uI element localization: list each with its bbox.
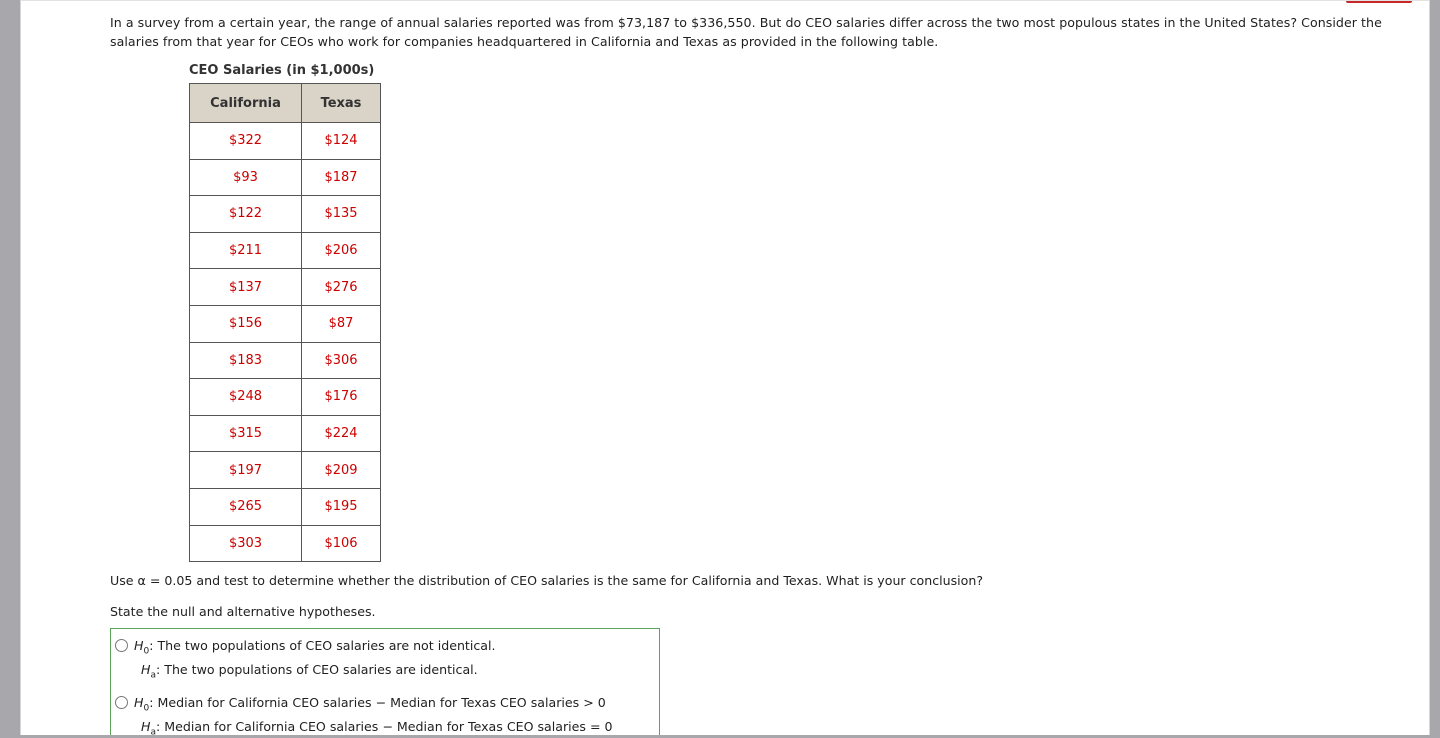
salary-cell-texas: $176 [302,379,381,416]
salary-cell-california: $315 [190,415,302,452]
option-1[interactable] [115,638,496,657]
salary-cell-california: $248 [190,379,302,416]
table-row [190,123,381,160]
table-row [190,452,381,489]
option-2-radio[interactable] [115,696,128,709]
corner-tab [1346,1,1412,3]
ha-subscript: a [150,670,156,681]
table-row [190,305,381,342]
test-prompt: Use α = 0.05 and test to determine whether the distribution of CEO salaries is the same for California and Texas. What is your conclusion? [110,573,984,588]
h0-subscript: 0 [143,703,150,714]
option-2-ha-text: : Median for California CEO salaries − Median for Texas CEO salaries = 0 [156,719,613,734]
salary-cell-california: $183 [190,342,302,379]
salary-cell-california: $156 [190,305,302,342]
salary-cell-texas: $87 [302,305,381,342]
option-1-radio[interactable] [115,639,128,652]
table-row [190,379,381,416]
salary-cell-california: $137 [190,269,302,306]
table-row [190,196,381,233]
table-row [190,269,381,306]
h0-symbol: H [134,638,144,653]
table-row [190,159,381,196]
salary-cell-texas: $124 [302,123,381,160]
option-2-ha [141,719,613,735]
option-1-ha-text: : The two populations of CEO salaries are identical. [156,662,478,677]
table-row [190,488,381,525]
salary-cell-california: $93 [190,159,302,196]
table-title: CEO Salaries (in $1,000s) [189,63,375,78]
salary-cell-texas: $306 [302,342,381,379]
option-2-h0-text: : Median for California CEO salaries − Median for Texas CEO salaries > 0 [149,695,606,710]
salary-cell-california: $197 [190,452,302,489]
option-1-h0-text: : The two populations of CEO salaries are not identical. [149,638,496,653]
table-row [190,232,381,269]
salary-cell-california: $303 [190,525,302,562]
question-page [20,0,1430,735]
table-row [190,525,381,562]
ha-subscript: a [150,727,156,735]
salary-cell-texas: $224 [302,415,381,452]
salary-cell-texas: $206 [302,232,381,269]
salary-cell-texas: $135 [302,196,381,233]
salary-cell-california: $322 [190,123,302,160]
salary-table-body [190,123,381,562]
column-header-california: California [190,84,302,123]
option-1-ha [141,662,478,681]
salary-cell-texas: $187 [302,159,381,196]
salary-cell-california: $122 [190,196,302,233]
table-row [190,342,381,379]
h0-subscript: 0 [143,646,150,657]
answer-options [110,628,660,735]
ha-symbol: H [141,662,151,677]
table-row [190,415,381,452]
h0-symbol: H [134,695,144,710]
salary-cell-california: $265 [190,488,302,525]
salary-cell-texas: $106 [302,525,381,562]
option-2[interactable] [115,695,606,714]
salary-cell-texas: $276 [302,269,381,306]
instruction-text: State the null and alternative hypotheses. [110,604,376,619]
salary-table [189,83,381,562]
salary-cell-california: $211 [190,232,302,269]
salary-cell-texas: $195 [302,488,381,525]
question-intro: In a survey from a certain year, the range of annual salaries reported was from $73,187 to $336,550. But do CEO salaries differ across the two most populous states in the United States? Consider the salaries from that year for CEOs who work for companies headquartered in California and Texas as provided in the following table. [110,15,1382,49]
ha-symbol: H [141,719,151,734]
salary-cell-texas: $209 [302,452,381,489]
column-header-texas: Texas [302,84,381,123]
